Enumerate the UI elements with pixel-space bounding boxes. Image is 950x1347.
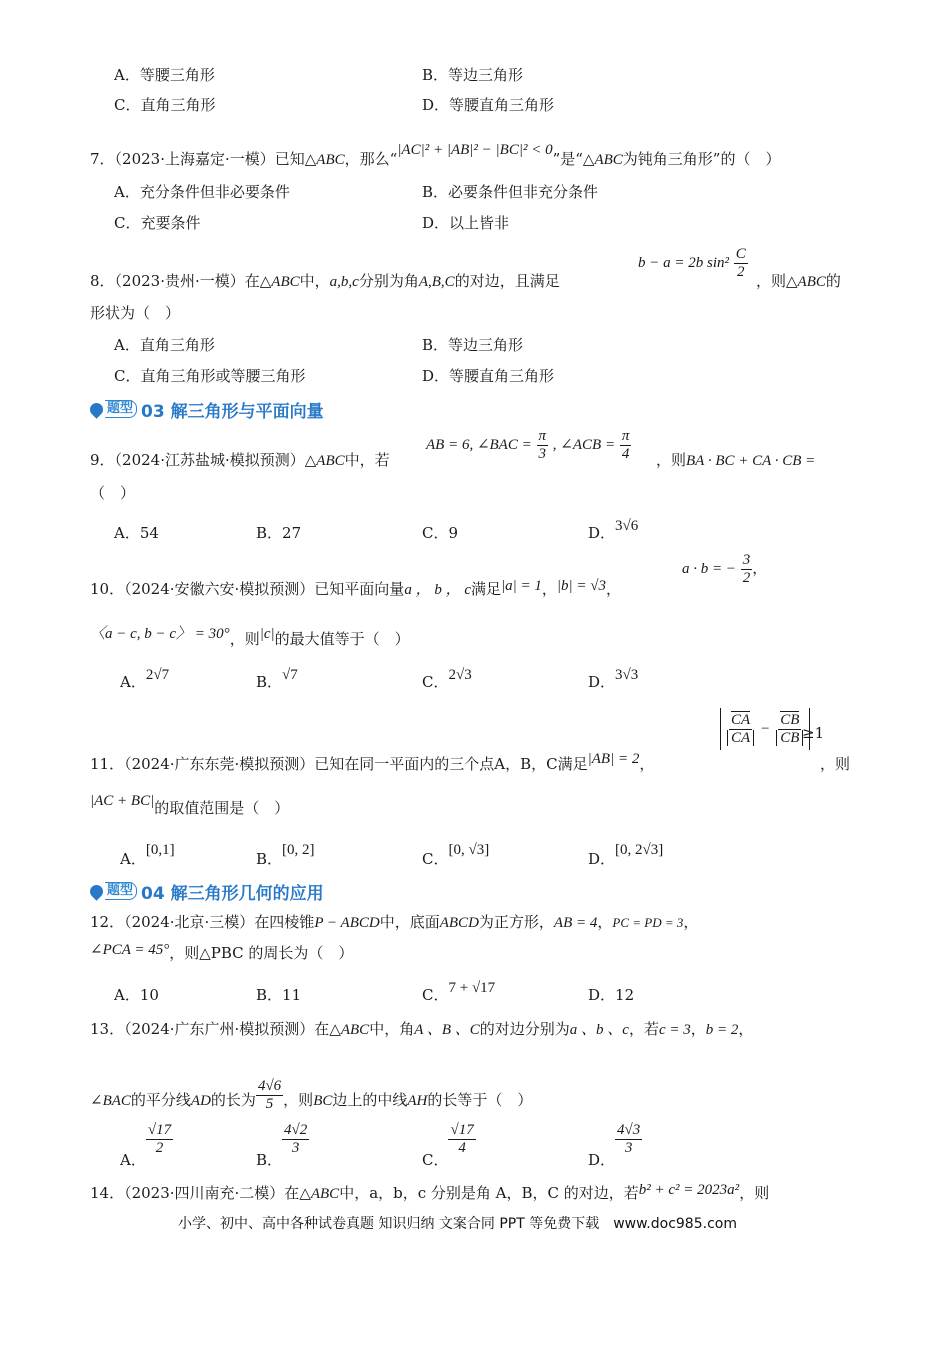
q11-text2: 的取值范围是（ ） [154, 799, 290, 817]
q13-ad: AD [190, 1093, 211, 1109]
q13-ad-den: 5 [265, 1095, 274, 1112]
q8-text1: 中， [299, 272, 330, 290]
q10-cond3-frac [741, 552, 753, 586]
q9-frac1 [537, 428, 549, 462]
q9-option-b: B．27 [256, 524, 302, 542]
location-pin-icon [87, 400, 105, 418]
q9-option-d-label: D． [588, 524, 616, 542]
q12-text2: 为正方形， [478, 913, 554, 931]
q10-b-value: √7 [282, 667, 298, 683]
q13-option-b [256, 1122, 309, 1169]
q13-a-label: A． [120, 1151, 146, 1169]
q10-vectors: a ， b ， c [404, 582, 471, 598]
q10-c-label: C． [422, 673, 449, 691]
q13-c-den: 4 [458, 1139, 466, 1156]
q11-source: 11．（2024·广东东莞·模拟预测）已知在同一平面内的三个点A，B，C满足 [90, 755, 588, 773]
q9-cond2: , ∠ACB = [552, 437, 616, 453]
q10-angle-cond: 〈a − c, b − c〉 = 30° [90, 626, 230, 642]
q13-b-label: B． [256, 1151, 283, 1169]
q8-source: 8．（2023·贵州·一模）在 [90, 272, 260, 290]
q13-text4: 的平分线 [130, 1091, 191, 1109]
q14-source: 14．（2023·四川南充·二模）在 [90, 1184, 300, 1202]
q9-vector-expr: BA · BC + CA · CB = [686, 453, 816, 469]
q9-text1: 中，若 [344, 451, 390, 469]
q11-option-c [422, 842, 490, 869]
q11-frac-cb: $\frac{CB}{CB}$ [774, 712, 805, 746]
q9-paren: （ ） [90, 484, 136, 502]
q10-cond3-left: a · b = − [682, 561, 736, 577]
q12-base: ABCD [439, 915, 479, 931]
q10-option-b [256, 667, 298, 692]
q14-stem [90, 1184, 769, 1203]
q11-cond2 [720, 708, 810, 750]
badge-label: 题型 [105, 400, 137, 418]
q12-pyramid: P − ABCD [314, 915, 380, 931]
q13-ah: AH [407, 1093, 428, 1109]
q11-a-value: [0,1] [145, 842, 175, 858]
q13-ad-num: 4√6 [257, 1078, 282, 1094]
q11-geq: ≥1 [802, 724, 825, 742]
q11-sum-norm: |AC + BC| [90, 793, 155, 809]
q11-option-b [256, 842, 315, 869]
q13-c-label: C． [422, 1151, 449, 1169]
q8-frac-num: C [735, 246, 746, 262]
q6-option-c: C．直角三角形 [114, 96, 216, 114]
q12-stem-line2 [90, 944, 353, 963]
q7-triangle: △ABC [304, 152, 345, 168]
q11-b-value: [0, 2] [282, 842, 315, 858]
q7-text3: 为钝角三角形”的（ ） [622, 150, 781, 168]
badge-label: 题型 [105, 882, 137, 900]
q8-option-a: A．直角三角形 [114, 336, 215, 354]
q9-source: 9．（2024·江苏盐城·模拟预测） [90, 451, 305, 469]
q9-frac2-num: π [621, 428, 630, 444]
q8-option-d: D．等腰直角三角形 [422, 367, 555, 385]
q10-a-label: A． [120, 673, 146, 691]
q13-b-frac [282, 1122, 309, 1156]
q12-option-d: D．12 [588, 986, 635, 1004]
q9-frac2 [620, 428, 632, 462]
q13-option-a [120, 1122, 173, 1169]
section-badge [90, 881, 137, 901]
section-title: 03 解三角形与平面向量 [141, 401, 324, 422]
q12-option-a: A．10 [114, 986, 159, 1004]
q7-stem [90, 142, 781, 169]
q8-text3: 的对边，且满足 [454, 272, 560, 290]
q13-cond1: c = 3 [658, 1022, 691, 1038]
q11-cond1: |AB| = 2 [587, 751, 640, 767]
q13-text7: 边上的中线 [332, 1091, 408, 1109]
q13-b-den: 3 [291, 1139, 300, 1156]
q8-equation [638, 246, 748, 280]
q12-stem: 12．（2024·北京·三模）在四棱锥P − ABCD中，底面ABCD为正方形，AB = 4，PC = PD = 3， [90, 913, 699, 931]
q7-condition: |AC|² + |AB|² − |BC|² < 0 [397, 142, 553, 158]
q7-source: 7．（2023·上海嘉定·一模）已知 [90, 150, 305, 168]
q6-option-a: A．等腰三角形 [114, 66, 215, 84]
q13-cond2: b = 2 [705, 1022, 739, 1038]
q7-triangle2: △ABC [582, 152, 623, 168]
q10-cond2: |b| = √3 [556, 578, 606, 594]
q8-option-c: C．直角三角形或等腰三角形 [114, 367, 306, 385]
q13-b-num: 4√2 [284, 1122, 308, 1138]
q13-c-frac [448, 1122, 475, 1156]
q10-source: 10．（2024·安徽六安·模拟预测）已知平面向量 [90, 580, 405, 598]
q7-option-d: D．以上皆非 [422, 214, 510, 232]
q9-frac2-den: 4 [621, 445, 630, 462]
q10-b-label: B． [256, 673, 283, 691]
q11-stem: 11．（2024·广东东莞·模拟预测）已知在同一平面内的三个点A，B，C满足|AB| = 2， [90, 751, 655, 773]
q12-option-b: B．11 [256, 986, 302, 1004]
q13-a-frac [146, 1122, 173, 1156]
q8-stem [90, 272, 560, 291]
section-title: 04 解三角形几何的应用 [141, 883, 324, 904]
q10-cond3-den: 2 [742, 569, 751, 586]
q10-d-label: D． [588, 673, 616, 691]
q10-c-value: 2√3 [448, 667, 472, 683]
q8-triangle2: △ABC [786, 274, 826, 290]
q10-text3: 的最大值等于（ ） [274, 630, 410, 648]
q9-expression [656, 451, 815, 470]
q13-c-num: √17 [450, 1122, 474, 1138]
q7-option-a: A．充分条件但非必要条件 [114, 183, 290, 201]
q11-a-label: A． [120, 850, 146, 868]
q13-text2: 的对边分别为 [479, 1020, 570, 1038]
q13-a-den: 2 [155, 1139, 164, 1156]
q10-c-norm: |c| [259, 626, 275, 642]
q13-d-label: D． [588, 1151, 616, 1169]
q8-angles: A,B,C [418, 274, 455, 290]
q8-sides: a,b,c [329, 274, 359, 290]
q7-option-c: C．充要条件 [114, 214, 201, 232]
q13-option-d [588, 1122, 642, 1169]
section-badge [90, 399, 137, 419]
q8-eq-left: b − a = 2b sin² [638, 255, 729, 271]
q9-cond1: AB = 6, ∠BAC = [426, 437, 532, 453]
q13-text1: 中，角 [369, 1020, 415, 1038]
q9-frac1-num: π [538, 428, 547, 444]
q8-stem-tail [756, 272, 841, 291]
q10-cond3: a · b = − $\frac{3}{2}$ ， [682, 552, 768, 586]
page-footer: 小学、初中、高中各种试卷真题 知识归纳 文案合同 PPT 等免费下载 www.doc985.com [178, 1216, 737, 1232]
q13-ad-length [256, 1078, 283, 1112]
q12-angle: ∠PCA = 45° [90, 942, 170, 958]
q9-text2: ，则 [656, 451, 687, 469]
q6-option-b: B．等边三角形 [422, 66, 524, 84]
q13-text6: ，则 [283, 1091, 314, 1109]
q13-text3: ，若 [628, 1020, 659, 1038]
q14-text1: 中，a，b，c 分别是角 A，B，C 的对边，若 [339, 1184, 639, 1202]
q12-c-label: C． [422, 986, 449, 1004]
q13-text8: 的长等于（ ） [427, 1091, 533, 1109]
q8-triangle: △ABC [259, 274, 300, 290]
q11-norm-bars: $\frac{CA}{CA}$ − $\frac{CB}{CB}$ [720, 708, 810, 750]
q13-a-num: √17 [147, 1122, 172, 1138]
q8-fraction [734, 246, 748, 280]
q11-stem-line2 [90, 793, 290, 818]
q9-option-d [588, 518, 639, 543]
q10-text1: 满足 [470, 580, 501, 598]
q9-frac1-den: 3 [538, 445, 546, 462]
q10-stem: 10．（2024·安徽六安·模拟预测）已知平面向量a ， b ， c满足|a| = 1，|b| = √3， [90, 578, 622, 598]
q14-triangle: △ABC [299, 1186, 340, 1202]
q11-c-label: C． [422, 850, 449, 868]
q13-sides: a 、b 、c [569, 1022, 629, 1038]
q10-cond3-num: 3 [742, 552, 751, 568]
q10-stem-line2 [90, 626, 410, 649]
q8-text2: 分别为角 [358, 272, 419, 290]
section-header-04 [90, 878, 324, 904]
q11-d-label: D． [588, 850, 616, 868]
q7-text2: ”是“ [552, 150, 583, 168]
q11-frac-ca: $\frac{CA}{CA}$ [725, 712, 756, 746]
q13-d-den: 3 [624, 1139, 633, 1156]
q12-text3: ，则△PBC 的周长为（ ） [169, 944, 354, 962]
q11-option-a [120, 842, 175, 869]
q11-option-d [588, 842, 664, 869]
q12-cond2: PC = PD = 3 [612, 915, 684, 930]
q13-text5: 的长为 [210, 1091, 256, 1109]
q8-text5: 的 [825, 272, 841, 290]
q9-condition [426, 428, 631, 462]
q11-d-value: [0, 2√3] [615, 842, 664, 858]
q7-text: ，那么“ [344, 150, 398, 168]
q13-bc: BC [313, 1093, 333, 1109]
q13-d-num: 4√3 [617, 1122, 641, 1138]
q12-option-c [422, 980, 496, 1005]
q14-equation: b² + c² = 2023a² [638, 1182, 740, 1198]
location-pin-icon [87, 882, 105, 900]
q13-angle: ∠BAC [90, 1093, 131, 1109]
q8-stem-line2: 形状为（ ） [90, 304, 181, 322]
q13-triangle: △ABC [329, 1022, 370, 1038]
q13-option-c [422, 1122, 476, 1169]
q10-option-a [120, 667, 170, 692]
q10-option-d [588, 667, 639, 692]
q9-option-a: A．54 [114, 524, 159, 542]
q13-angles: A 、B 、C [414, 1022, 480, 1038]
q6-option-d: D．等腰直角三角形 [422, 96, 555, 114]
q8-option-b: B．等边三角形 [422, 336, 524, 354]
q13-stem: 13．（2024·广东广州·模拟预测）在△ABC中，角A 、B 、C的对边分别为a 、b 、c，若c = 3，b = 2， [90, 1020, 754, 1038]
q10-text2: ，则 [229, 630, 260, 648]
q14-text2: ，则 [739, 1184, 770, 1202]
q11-then: ，则 [820, 755, 851, 773]
q10-d-value: 3√3 [615, 667, 639, 683]
q9-triangle: △ABC [304, 453, 345, 469]
q13-d-frac [615, 1122, 642, 1156]
q12-cond1: AB = 4 [553, 915, 598, 931]
q12-source: 12．（2024·北京·三模）在四棱锥 [90, 913, 315, 931]
q12-text1: 中，底面 [379, 913, 440, 931]
q9-stem [90, 451, 390, 470]
section-header-03 [90, 396, 324, 422]
q13-stem-line2 [90, 1078, 533, 1118]
q10-option-c [422, 667, 472, 692]
q10-a-value: 2√7 [145, 667, 170, 683]
q8-frac-den: 2 [737, 263, 745, 280]
q11-c-value: [0, √3] [448, 842, 490, 858]
q8-text4: ，则 [756, 272, 787, 290]
q10-cond1: |a| = 1 [501, 578, 542, 594]
q12-c-value: 7 + √17 [448, 980, 496, 996]
q9-option-c: C．9 [422, 524, 459, 542]
q11-b-label: B． [256, 850, 283, 868]
q13-source: 13．（2024·广东广州·模拟预测）在 [90, 1020, 330, 1038]
q9-option-d-value: 3√6 [615, 518, 639, 534]
q7-option-b: B．必要条件但非充分条件 [422, 183, 599, 201]
